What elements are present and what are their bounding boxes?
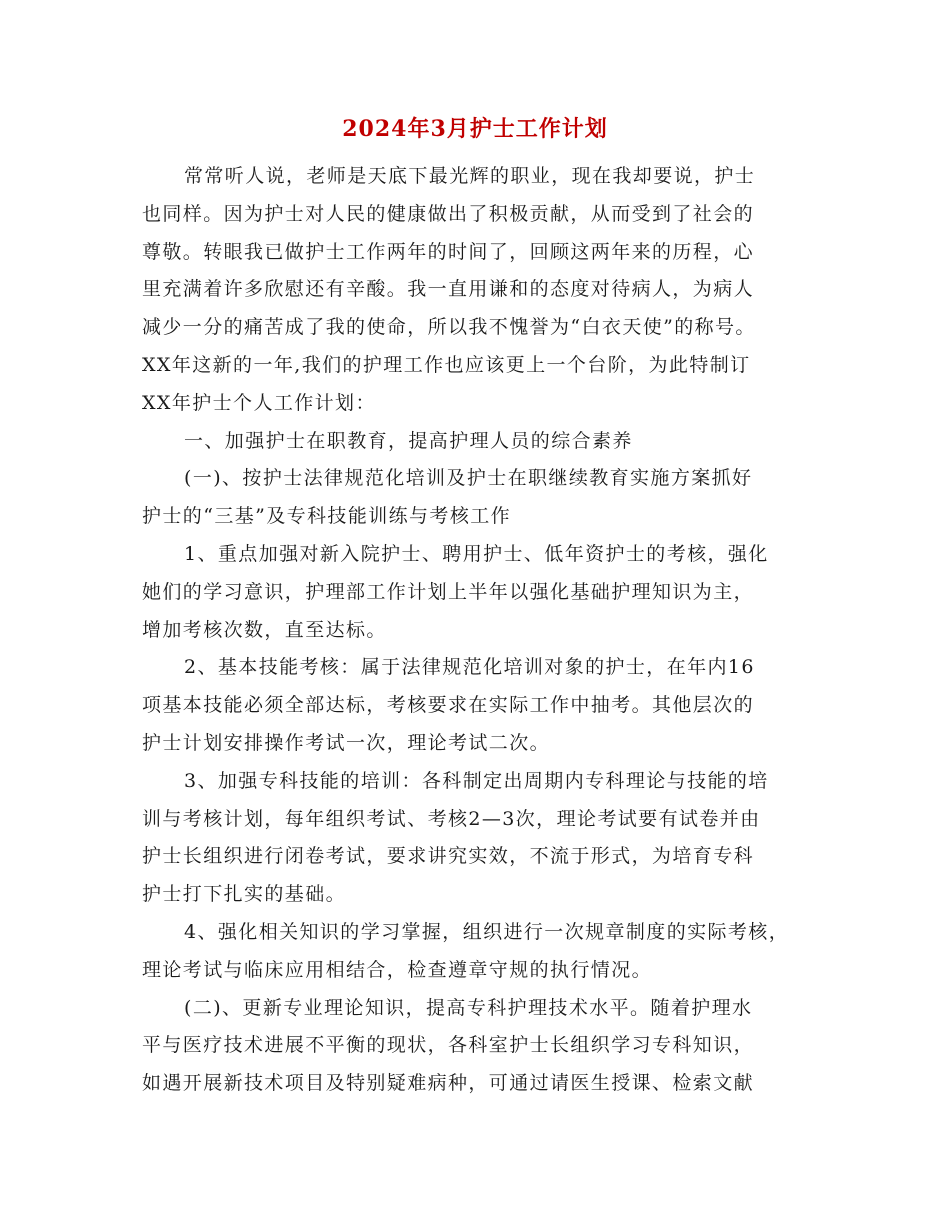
list-item-1 — [142, 536, 822, 649]
text-line: 增加考核次数，直至达标。 — [142, 618, 387, 641]
document-title: 2024年3月护士工作计划 — [342, 116, 608, 142]
text-line: 理论考试与临床应用相结合，检查遵章守规的执行情况。 — [142, 958, 653, 981]
list-item-3 — [142, 763, 822, 914]
text-line: 减少一分的痛苦成了我的使命，所以我不愧誉为“白衣天使”的称号。 — [142, 316, 756, 339]
text-line: 尊敬。转眼我已做护士工作两年的时间了，回顾这两年来的历程，心 — [142, 240, 755, 263]
text-line: 2、基本技能考核：属于法律规范化培训对象的护士，在年内16 — [184, 656, 755, 679]
text-line: 如遇开展新技术项目及特别疑难病种，可通过请医生授课、检索文献 — [142, 1072, 755, 1095]
text-line: 一、加强护士在职教育，提高护理人员的综合素养 — [184, 429, 633, 452]
text-line: XX年这新的一年,我们的护理工作也应该更上一个台阶，为此特制订 — [142, 353, 751, 376]
text-line: 里充满着许多欣慰还有辛酸。我一直用谦和的态度对待病人，为病人 — [142, 278, 755, 301]
text-line: 护士的“三基”及专科技能训练与考核工作 — [142, 505, 512, 528]
list-item-2 — [142, 649, 822, 762]
text-line: 护士计划安排操作考试一次，理论考试二次。 — [142, 731, 551, 754]
text-line: 4、强化相关知识的学习掌握，组织进行一次规章制度的实际考核， — [184, 920, 790, 943]
paragraph-intro — [142, 158, 822, 423]
text-line: 3、加强专科技能的培训：各科制定出周期内专科理论与技能的培 — [184, 769, 769, 792]
document-body — [142, 158, 822, 1103]
text-line: 护士长组织进行闭卷考试，要求讲究实效，不流于形式，为培育专科 — [142, 845, 755, 868]
subsection-heading-1 — [142, 460, 822, 536]
text-line: 也同样。因为护士对人民的健康做出了积极贡献，从而受到了社会的 — [142, 202, 755, 225]
text-line: (一)、按护士法律规范化培训及护士在职继续教育实施方案抓好 — [184, 467, 753, 490]
text-line: 训与考核计划，每年组织考试、考核2—3次，理论考试要有试卷并由 — [142, 807, 761, 830]
text-line: 常常听人说，老师是天底下最光辉的职业，现在我却要说，护士 — [184, 165, 756, 187]
text-line: 项基本技能必须全部达标，考核要求在实际工作中抽考。其他层次的 — [142, 694, 755, 717]
list-item-4 — [142, 914, 822, 990]
subsection-heading-2 — [142, 990, 822, 1103]
text-line: 护士打下扎实的基础。 — [142, 883, 347, 906]
text-line: XX年护士个人工作计划： — [142, 391, 376, 414]
text-line: (二)、更新专业理论知识，提高专科护理技术水平。随着护理水 — [184, 996, 753, 1019]
text-line: 1、重点加强对新入院护士、聘用护士、低年资护士的考核，强化 — [184, 542, 769, 565]
text-line: 她们的学习意识，护理部工作计划上半年以强化基础护理知识为主， — [142, 580, 755, 603]
section-heading-1 — [142, 423, 822, 461]
text-line: 平与医疗技术进展不平衡的现状，各科室护士长组织学习专科知识， — [142, 1034, 755, 1057]
